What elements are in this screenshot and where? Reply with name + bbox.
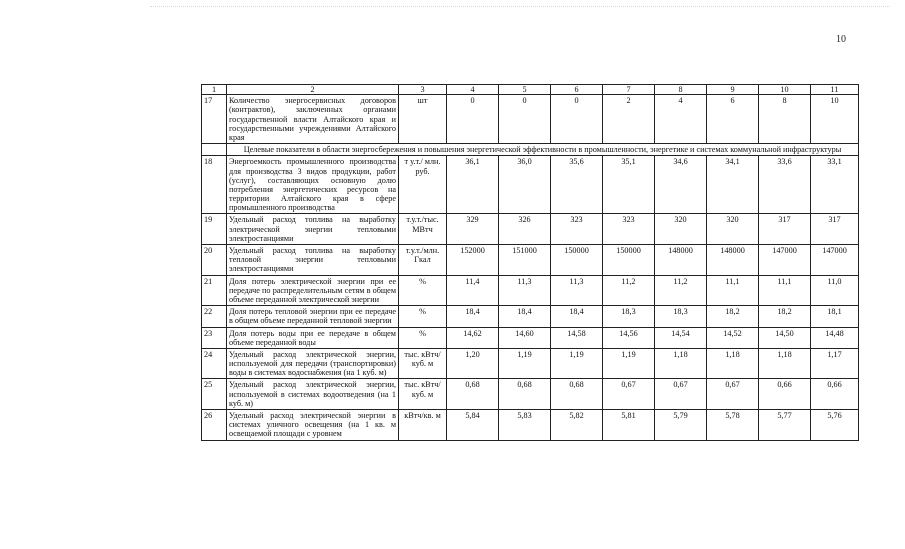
header-row <box>202 85 859 95</box>
indicator-name: Удельный расход электрической энергии в системах уличного освещения (на 1 кв. м освещаемой площади с уровнем <box>227 410 399 441</box>
value-cell: 34,6 <box>655 156 707 214</box>
indicator-name: Доля потерь электрической энергии при ее передаче по распределительным сетям в общем объеме переданной электрической энергии <box>227 275 399 306</box>
value-cell: 0,67 <box>603 379 655 410</box>
scan-artifact-line <box>150 6 890 9</box>
header-cell: 7 <box>603 85 655 95</box>
table-row <box>202 306 859 327</box>
table-row <box>202 95 859 144</box>
indicator-name: Доля потерь тепловой энергии при ее передаче в общем объеме переданной тепловой энергии <box>227 306 399 327</box>
row-number: 17 <box>202 95 227 144</box>
value-cell: 148000 <box>707 245 759 276</box>
value-cell: 18,1 <box>811 306 859 327</box>
indicator-name: Доля потерь воды при ее передаче в общем объеме переданной воды <box>227 327 399 348</box>
header-cell: 2 <box>227 85 399 95</box>
row-number: 25 <box>202 379 227 410</box>
unit-cell: кВтч/кв. м <box>399 410 447 441</box>
header-cell: 1 <box>202 85 227 95</box>
value-cell: 18,4 <box>447 306 499 327</box>
row-number: 23 <box>202 327 227 348</box>
value-cell: 14,52 <box>707 327 759 348</box>
value-cell: 0,67 <box>707 379 759 410</box>
value-cell: 18,3 <box>655 306 707 327</box>
value-cell: 148000 <box>655 245 707 276</box>
header-cell: 4 <box>447 85 499 95</box>
value-cell: 1,18 <box>655 348 707 379</box>
unit-cell: т.у.т./тыс. МВтч <box>399 214 447 245</box>
indicator-name: Удельный расход топлива на выработку электрической энергии тепловыми электростанциями <box>227 214 399 245</box>
indicator-name: Энергоемкость промышленного производства для производства 3 видов продукции, работ (услуг), составляющих основную долю потребления энергетических ресурсов на территории Алтайского края в сфере промышленного производства <box>227 156 399 214</box>
value-cell: 0,66 <box>811 379 859 410</box>
value-cell: 0 <box>551 95 603 144</box>
row-number: 20 <box>202 245 227 276</box>
value-cell: 323 <box>551 214 603 245</box>
value-cell: 5,77 <box>759 410 811 441</box>
row-number: 22 <box>202 306 227 327</box>
unit-cell: тыс. кВтч/куб. м <box>399 348 447 379</box>
header-cell: 9 <box>707 85 759 95</box>
section-title: Целевые показатели в области энергосбережения и повышения энергетической эффективности в промышленности, энергетике и системах коммунальной инфраструктуры <box>227 144 859 156</box>
header-cell: 6 <box>551 85 603 95</box>
value-cell: 36,0 <box>499 156 551 214</box>
table-row <box>202 275 859 306</box>
value-cell: 11,3 <box>499 275 551 306</box>
value-cell: 152000 <box>447 245 499 276</box>
unit-cell: шт <box>399 95 447 144</box>
section-spacer <box>202 144 227 156</box>
row-number: 18 <box>202 156 227 214</box>
unit-cell: % <box>399 275 447 306</box>
value-cell: 1,19 <box>499 348 551 379</box>
table-row <box>202 379 859 410</box>
value-cell: 329 <box>447 214 499 245</box>
section-row <box>202 144 859 156</box>
row-number: 21 <box>202 275 227 306</box>
value-cell: 11,2 <box>603 275 655 306</box>
value-cell: 11,4 <box>447 275 499 306</box>
value-cell: 0,68 <box>499 379 551 410</box>
table-row <box>202 348 859 379</box>
value-cell: 18,2 <box>759 306 811 327</box>
value-cell: 0,67 <box>655 379 707 410</box>
value-cell: 14,50 <box>759 327 811 348</box>
value-cell: 14,58 <box>551 327 603 348</box>
value-cell: 320 <box>655 214 707 245</box>
value-cell: 5,78 <box>707 410 759 441</box>
value-cell: 11,0 <box>811 275 859 306</box>
value-cell: 151000 <box>499 245 551 276</box>
value-cell: 147000 <box>759 245 811 276</box>
value-cell: 33,1 <box>811 156 859 214</box>
row-number: 24 <box>202 348 227 379</box>
value-cell: 5,84 <box>447 410 499 441</box>
value-cell: 18,3 <box>603 306 655 327</box>
value-cell: 18,4 <box>499 306 551 327</box>
value-cell: 5,83 <box>499 410 551 441</box>
value-cell: 33,6 <box>759 156 811 214</box>
value-cell: 317 <box>811 214 859 245</box>
value-cell: 1,19 <box>603 348 655 379</box>
value-cell: 35,1 <box>603 156 655 214</box>
header-cell: 11 <box>811 85 859 95</box>
indicator-name: Удельный расход электрической энергии, используемой в системах водоотведения (на 1 куб. м) <box>227 379 399 410</box>
value-cell: 18,4 <box>551 306 603 327</box>
value-cell: 14,60 <box>499 327 551 348</box>
value-cell: 6 <box>707 95 759 144</box>
indicator-name: Удельный расход электрической энергии, используемой для передачи (транспортировки) воды в системах водоснабжения (на 1 куб. м) <box>227 348 399 379</box>
header-cell: 8 <box>655 85 707 95</box>
page-number: 10 <box>836 34 846 45</box>
value-cell: 36,1 <box>447 156 499 214</box>
value-cell: 1,18 <box>759 348 811 379</box>
value-cell: 0 <box>499 95 551 144</box>
value-cell: 1,19 <box>551 348 603 379</box>
value-cell: 1,20 <box>447 348 499 379</box>
value-cell: 8 <box>759 95 811 144</box>
indicator-name: Удельный расход топлива на выработку тепловой энергии тепловыми электростанциями <box>227 245 399 276</box>
value-cell: 320 <box>707 214 759 245</box>
value-cell: 5,81 <box>603 410 655 441</box>
row-number: 19 <box>202 214 227 245</box>
unit-cell: % <box>399 327 447 348</box>
header-cell: 10 <box>759 85 811 95</box>
value-cell: 18,2 <box>707 306 759 327</box>
value-cell: 5,76 <box>811 410 859 441</box>
value-cell: 0 <box>447 95 499 144</box>
value-cell: 14,54 <box>655 327 707 348</box>
table-row <box>202 327 859 348</box>
value-cell: 323 <box>603 214 655 245</box>
value-cell: 2 <box>603 95 655 144</box>
value-cell: 34,1 <box>707 156 759 214</box>
table-row <box>202 156 859 214</box>
table-row <box>202 245 859 276</box>
value-cell: 0,66 <box>759 379 811 410</box>
value-cell: 326 <box>499 214 551 245</box>
value-cell: 150000 <box>603 245 655 276</box>
unit-cell: тыс. кВтч/куб. м <box>399 379 447 410</box>
value-cell: 11,3 <box>551 275 603 306</box>
value-cell: 5,82 <box>551 410 603 441</box>
value-cell: 5,79 <box>655 410 707 441</box>
unit-cell: т у.т./ млн. руб. <box>399 156 447 214</box>
header-cell: 5 <box>499 85 551 95</box>
unit-cell: т.у.т./млн. Гкал <box>399 245 447 276</box>
table-row <box>202 214 859 245</box>
value-cell: 4 <box>655 95 707 144</box>
value-cell: 35,6 <box>551 156 603 214</box>
value-cell: 0,68 <box>447 379 499 410</box>
value-cell: 14,62 <box>447 327 499 348</box>
value-cell: 11,1 <box>759 275 811 306</box>
value-cell: 11,2 <box>655 275 707 306</box>
value-cell: 10 <box>811 95 859 144</box>
value-cell: 14,56 <box>603 327 655 348</box>
value-cell: 147000 <box>811 245 859 276</box>
indicators-table <box>201 84 859 441</box>
value-cell: 0,68 <box>551 379 603 410</box>
value-cell: 1,18 <box>707 348 759 379</box>
table-row <box>202 410 859 441</box>
value-cell: 1,17 <box>811 348 859 379</box>
indicator-name: Количество энергосервисных договоров (контрактов), заключенных органами государственной власти Алтайского края и государственными учреждениями Алтайского края <box>227 95 399 144</box>
value-cell: 11,1 <box>707 275 759 306</box>
header-cell: 3 <box>399 85 447 95</box>
unit-cell: % <box>399 306 447 327</box>
row-number: 26 <box>202 410 227 441</box>
value-cell: 14,48 <box>811 327 859 348</box>
value-cell: 317 <box>759 214 811 245</box>
value-cell: 150000 <box>551 245 603 276</box>
